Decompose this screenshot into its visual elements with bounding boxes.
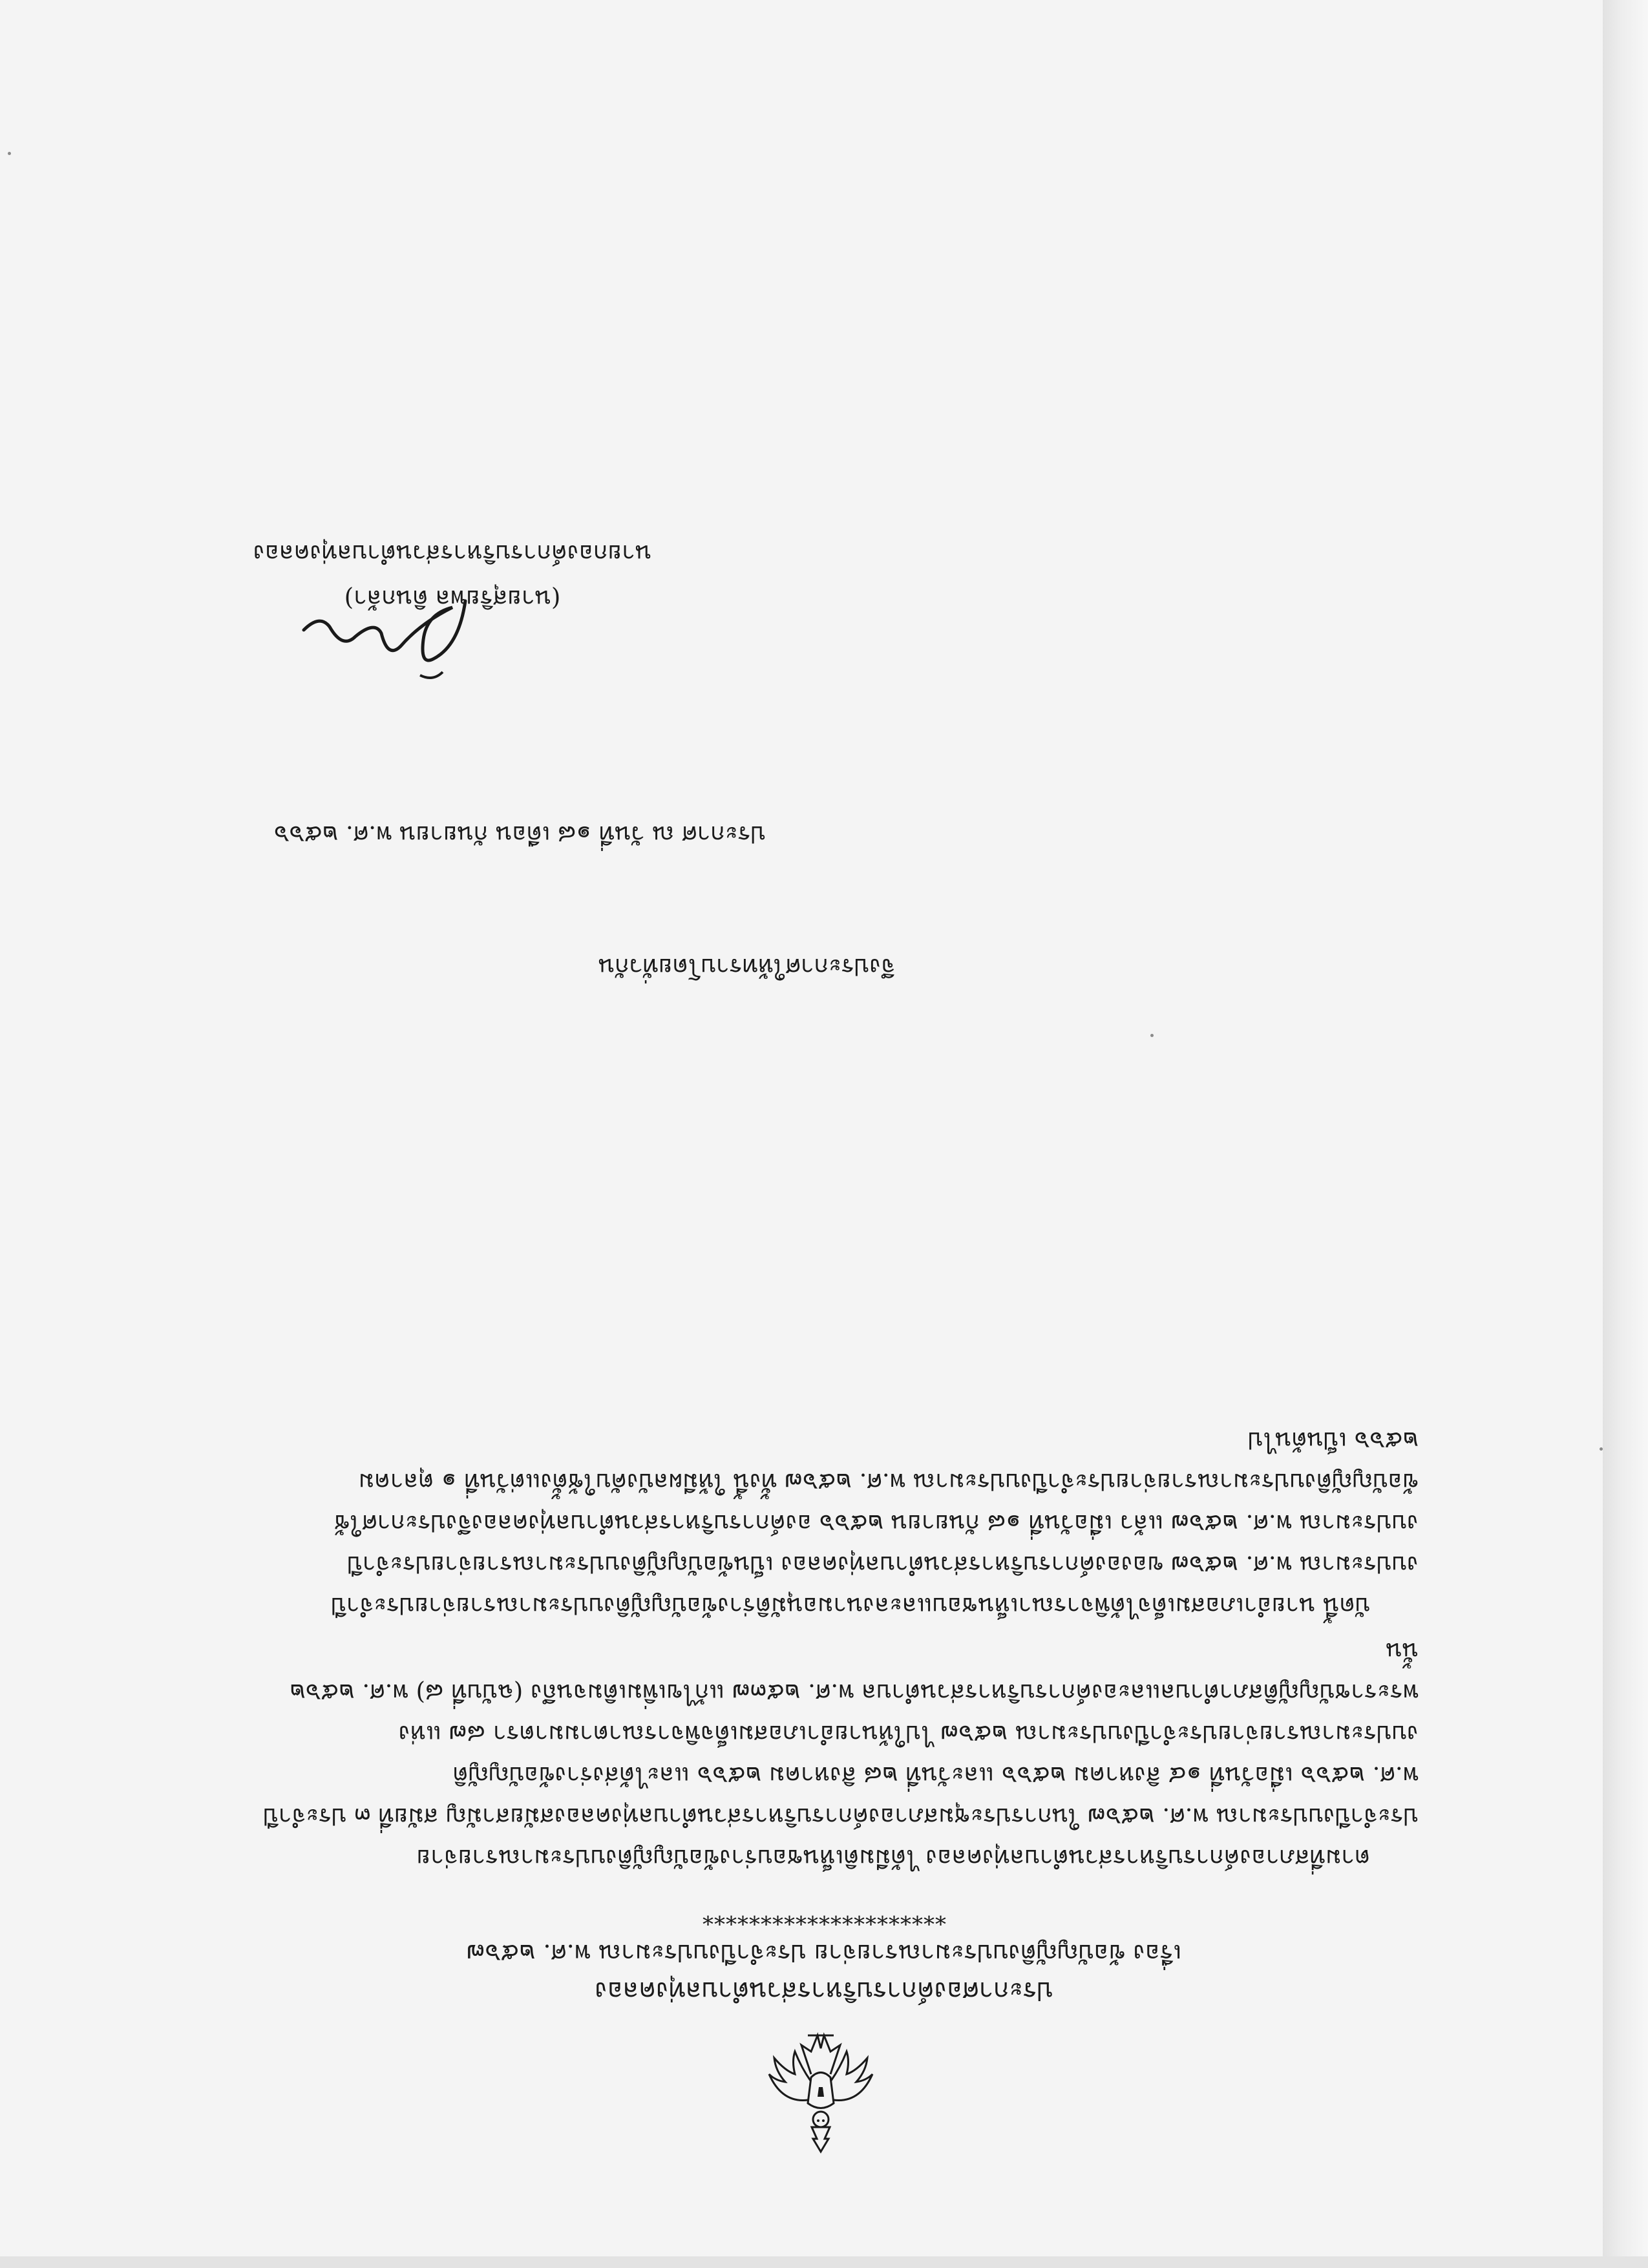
paragraph-1-line: ประจำปีงบประมาณ พ.ศ. ๒๕๖๗ ในการประชุมสภาองค์การบริหารส่วนตำบลทุ่งคลองสมัยสามัญ สมัยที่ ๓ ประจำปี <box>263 1803 1419 1831</box>
paragraph-2-line: ข้อบัญญัติงบประมาณรายจ่ายประจำปีงบประมาณ พ.ศ. ๒๕๖๗ ทั้งนี้ ให้มีผลบังคับใช้ตั้งแต่วันที่ ๑ ตุลาคม <box>358 1468 1419 1496</box>
paragraph-2-line: ๒๕๖๖ เป็นต้นไป <box>1248 1427 1419 1454</box>
signer-name: (นายสุริยพล ดินกล้า) <box>344 585 561 613</box>
paragraph-1-line: งบประมาณรายจ่ายประจำปีงบประมาณ ๒๕๖๗ ไปให้นายอำเภอสมเด็จพิจารณาตามมาตรา ๘๗ แห่ง <box>398 1720 1419 1748</box>
paragraph-1-line: พ.ศ. ๒๕๖๖ เมื่อวันที่ ๑๔ สิงหาคม ๒๕๖๖ และวันที่ ๒๘ สิงหาคม ๒๕๖๖ และได้ส่งร่างข้อบัญญัติ <box>452 1761 1419 1789</box>
date-line: ประกาศ ณ วันที่ ๑๘ เดือน กันยายน พ.ศ. ๒๕๖๖ <box>273 821 766 848</box>
paragraph-1-line: พระราชบัญญัติสภาตำบลและองค์การบริหารส่วนตำบล พ.ศ. ๒๕๓๗ แก้ไขเพิ่มเติมจนถึง (ฉบับที่ ๘) พ.ศ. ๒๕๖๒ <box>290 1679 1419 1706</box>
scan-speck <box>1600 1447 1603 1451</box>
garuda-emblem <box>756 2022 885 2165</box>
paragraph-2-line: งบประมาณ พ.ศ. ๒๕๖๗ แล้ว เมื่อวันที่ ๑๘ กันยายน ๒๕๖๖ องค์การบริหารส่วนตำบลทุ่งคลองจึงประกาศใช้ <box>333 1509 1419 1537</box>
announcement-line: จึงประกาศให้ทราบโดยทั่วกัน <box>598 953 895 981</box>
document-subject: เรื่อง ข้อบัญญัติงบประมาณรายจ่าย ประจำปีงบประมาณ พ.ศ. ๒๕๖๗ <box>466 1939 1182 1968</box>
paragraph-2-line: บัดนี้ นายอำเภอสมเด็จได้พิจารณาเห็นชอบและลงนามอนุมัติร่างข้อบัญญัติงบประมาณรายจ่ายประจำปี <box>331 1592 1370 1620</box>
paragraph-2-line: งบประมาณ พ.ศ. ๒๕๖๗ ขององค์การบริหารส่วนตำบลทุ่งคลอง เป็นข้อบัญญัติงบประมาณรายจ่ายประจำปี <box>347 1551 1419 1579</box>
divider-asterisks: ********************* <box>702 1904 946 1929</box>
signer-position: นายกองค์การบริหารส่วนตำบลทุ่งคลอง <box>253 540 652 567</box>
paragraph-1-line: ตามที่สภาองค์การบริหารส่วนตำบลทุ่งคลอง ได้มีมติเห็นชอบร่างข้อบัญญัติงบประมาณรายจ่าย <box>416 1844 1370 1872</box>
scan-speck <box>1150 1034 1154 1037</box>
paragraph-1-line: นั้น <box>1386 1637 1419 1665</box>
document-title: ประกาศองค์การบริหารส่วนตำบลทุ่งคลอง <box>595 1976 1053 2006</box>
scan-speck <box>8 152 11 155</box>
